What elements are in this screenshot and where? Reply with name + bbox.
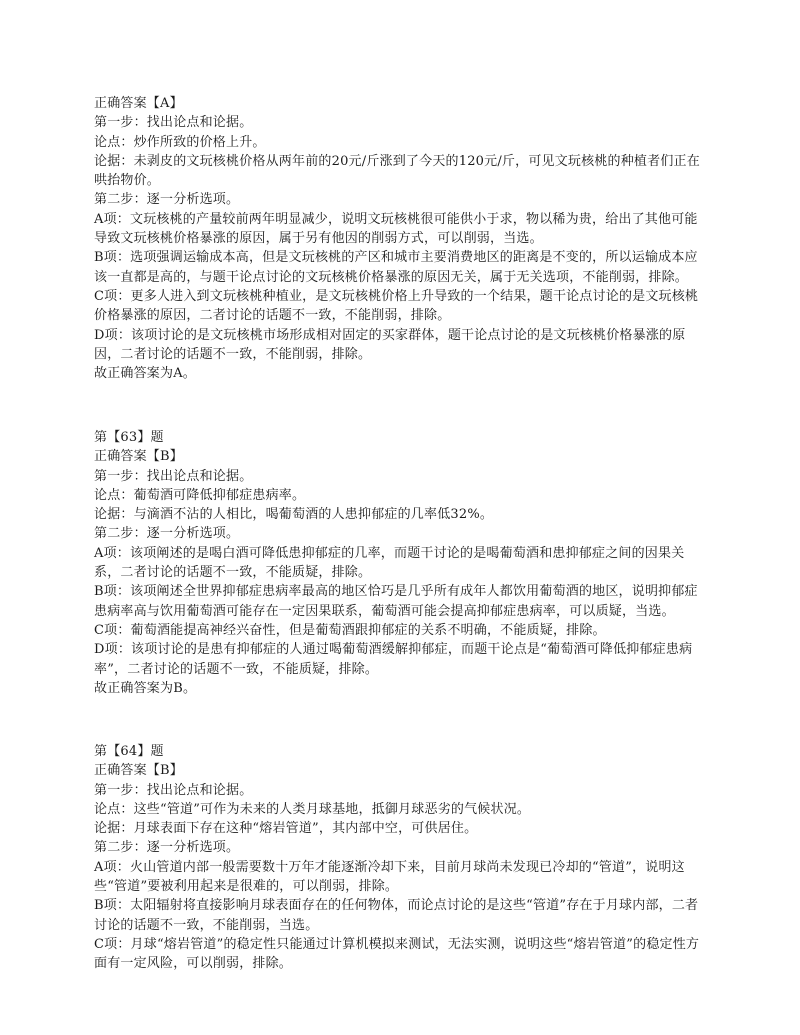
step-two-line: 第二步：逐一分析选项。 [94, 840, 240, 856]
option-b-analysis: B项：太阳辐射将直接影响月球表面存在的任何物体，而论点讨论的是这些“管道”存在于月球内部，二者讨论的话题不一致，不能削弱，当选。 [94, 898, 699, 933]
step-two-line: 第二步：逐一分析选项。 [94, 192, 240, 208]
option-a-analysis: A项：火山管道内部一般需要数十万年才能逐渐冷却下来，目前月球尚未发现已冷却的“管道”，说明这些“管道”要被利用起来是很难的，可以削弱，排除。 [94, 859, 685, 895]
argument-claim-line: 论点：这些“管道”可作为未来的人类月球基地，抵御月球恶劣的气候状况。 [94, 801, 531, 817]
option-c-analysis: C项：更多人进入到文玩核桃种植业，是文玩核桃价格上升导致的一个结果，题干论点讨论的是文玩核桃价格暴涨的原因，二者讨论的话题不一致，不能削弱，排除。 [94, 288, 699, 324]
option-d-analysis: D项：该项讨论的是文玩核桃市场形成相对固定的买家群体，题干论点讨论的是文玩核桃价格暴涨的原因，二者讨论的话题不一致，不能削弱，排除。 [94, 327, 686, 362]
final-answer-line: 故正确答案为A。 [94, 366, 196, 382]
answer-block-63 [94, 428, 704, 698]
step-two-line: 第二步：逐一分析选项。 [94, 526, 240, 542]
argument-evidence-line: 论据：与滴酒不沾的人相比，喝葡萄酒的人患抑郁症的几率低32%。 [94, 507, 494, 523]
argument-claim-line: 论点：炒作所致的价格上升。 [94, 134, 266, 150]
final-answer-line: 故正确答案为B。 [94, 680, 197, 696]
step-one-line: 第一步：找出论点和论据。 [94, 115, 253, 131]
option-b-analysis: B项：选项强调运输成本高，但是文玩核桃的产区和城市主要消费地区的距离是不变的，所以运输成本应该一直都是高的，与题干论点讨论的文玩核桃价格暴涨的原因无关，属于无关选项，不能削弱，排除。 [94, 250, 698, 285]
argument-claim-line: 论点：葡萄酒可降低抑郁症患病率。 [94, 487, 306, 503]
answer-block-62 [94, 94, 704, 383]
question-number-line: 第【64】题 [94, 744, 164, 759]
option-a-analysis: A项：该项阐述的是喝白酒可降低患抑郁症的几率，而题干讨论的是喝葡萄酒和患抑郁症之间的因果关系，二者讨论的话题不一致，不能质疑，排除。 [94, 545, 685, 581]
step-one-line: 第一步：找出论点和论据。 [94, 468, 253, 484]
option-a-analysis: A项：文玩核桃的产量较前两年明显减少，说明文玩核桃很可能供小于求，物以稀为贵，给出了其他可能导致文玩核桃价格暴涨的原因，属于另有他因的削弱方式，可以削弱，当选。 [94, 211, 698, 247]
answer-block-64 [94, 742, 704, 974]
correct-answer-line: 正确答案【A】 [94, 96, 183, 111]
option-c-analysis: C项：月球“熔岩管道”的稳定性只能通过计算机模拟来测试，无法实测，说明这些“熔岩管道”的稳定性方面有一定风险，可以削弱，排除。 [94, 936, 700, 972]
correct-answer-line: 正确答案【B】 [94, 449, 183, 465]
option-d-analysis: D项：该项讨论的是患有抑郁症的人通过喝葡萄酒缓解抑郁症，而题干论点是“葡萄酒可降低抑郁症患病率”，二者讨论的话题不一致，不能质疑，排除。 [94, 642, 693, 677]
option-b-analysis: B项：该项阐述全世界抑郁症患病率最高的地区恰巧是几乎所有成年人都饮用葡萄酒的地区，说明抑郁症患病率高与饮用葡萄酒可能存在一定因果联系，葡萄酒可能会提高抑郁症患病率，可以质疑，当选。 [94, 584, 698, 619]
option-c-analysis: C项：葡萄酒能提高神经兴奋性，但是葡萄酒跟抑郁症的关系不明确，不能质疑，排除。 [94, 622, 606, 638]
question-number-line: 第【63】题 [94, 430, 164, 445]
step-one-line: 第一步：找出论点和论据。 [94, 782, 253, 798]
argument-evidence-line: 论据：未剥皮的文玩核桃价格从两年前的20元/斤涨到了今天的120元/斤，可见文玩核桃的种植者们正在哄抬物价。 [94, 153, 700, 189]
correct-answer-line: 正确答案【B】 [94, 763, 183, 779]
argument-evidence-line: 论据：月球表面下存在这种“熔岩管道”，其内部中空，可供居住。 [94, 821, 478, 837]
